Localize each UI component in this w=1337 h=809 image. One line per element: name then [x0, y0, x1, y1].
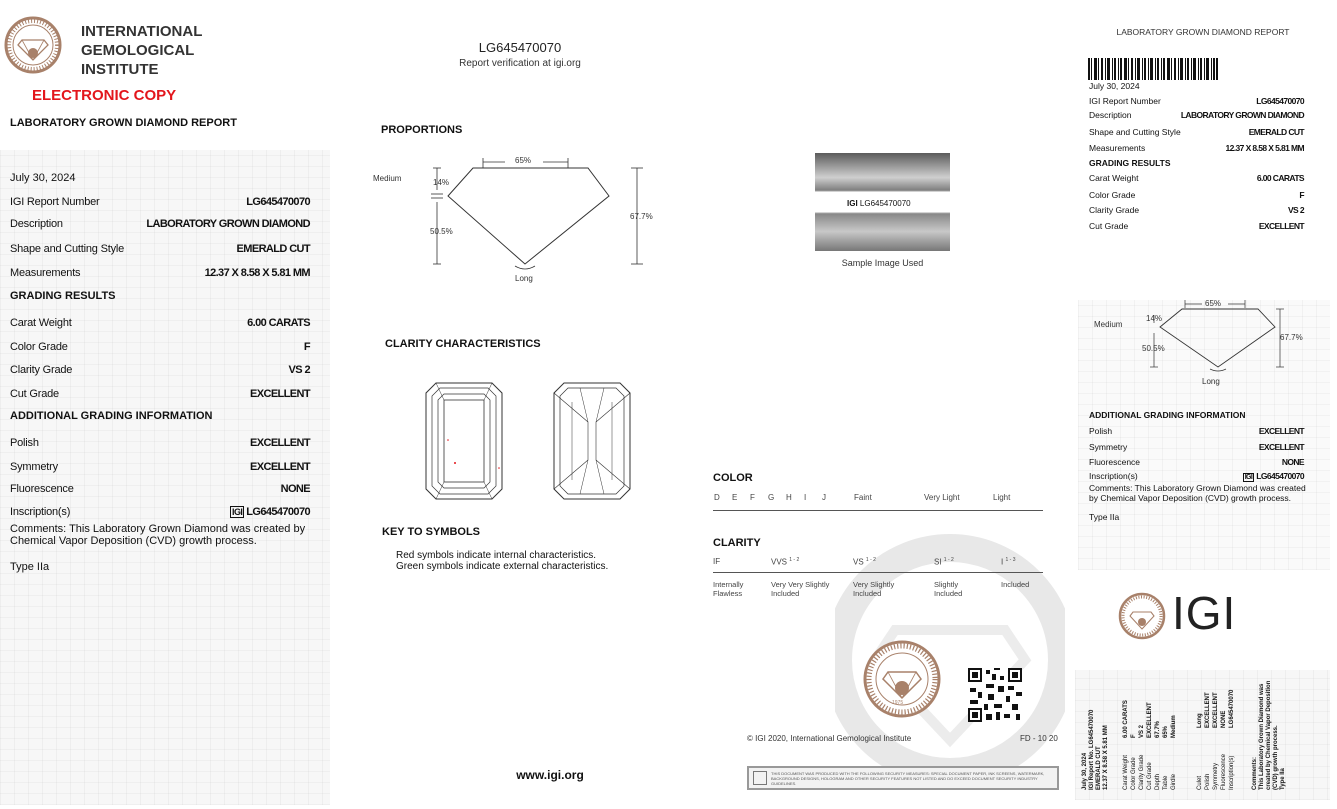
row-label: IGI Report Number — [10, 196, 100, 208]
row-value: F — [1299, 190, 1304, 200]
row-label: Inscription(s) — [1089, 471, 1138, 481]
right-grading-title: GRADING RESULTS — [1089, 158, 1171, 168]
depth-percent: 67.7% — [630, 212, 653, 221]
stub-col-4 — [1196, 754, 1236, 790]
color-grade: J — [822, 493, 826, 502]
row-value — [230, 506, 310, 518]
stub-line: July 30, 2024 — [1082, 752, 1088, 790]
stub-col-3 — [1122, 700, 1178, 738]
left-row-inscription — [10, 506, 310, 518]
right-culet-label: Long — [1202, 377, 1220, 386]
row-value: LG645470070 — [246, 196, 310, 208]
copyright-text: © IGI 2020, International Gemological Institute — [747, 734, 912, 743]
stub-line: Depth — [1155, 773, 1161, 790]
clarity-grade-si — [934, 557, 954, 567]
stub-line: Polish — [1205, 773, 1211, 790]
stub-line: Girdle — [1171, 773, 1177, 790]
stub-col-2 — [1122, 755, 1178, 790]
row-value: EXCELLENT — [1258, 442, 1304, 452]
row-value: NONE — [1281, 457, 1304, 467]
stub-line: This Laboratory Grown Diamond was created by Chemical Vapor Deposition (CVD) growth process. — [1259, 680, 1279, 790]
row-label: Carat Weight — [1089, 173, 1139, 183]
left-row-shape — [10, 243, 310, 255]
girdle-label: Medium — [373, 174, 402, 183]
grading-results-title: GRADING RESULTS — [10, 290, 116, 302]
stub-line: Cut Grade — [1147, 762, 1153, 790]
grade-sup: 1 - 2 — [943, 557, 954, 563]
left-row-polish — [10, 437, 310, 449]
left-row-fluorescence — [10, 483, 310, 495]
right-row-shape — [1089, 127, 1304, 137]
color-grade: D — [714, 493, 720, 502]
left-row-symmetry — [10, 461, 310, 473]
row-label: Measurements — [1089, 143, 1146, 153]
sample-inscription-text: LG645470070 — [859, 199, 911, 208]
key-green: Green symbols indicate external characteristics. — [396, 561, 609, 572]
culet-label: Long — [515, 274, 533, 283]
barcode-icon — [1088, 58, 1218, 80]
row-value: EMERALD CUT — [1248, 127, 1304, 137]
row-value: EXCELLENT — [250, 461, 310, 473]
igi-mark-icon: IGI — [1244, 474, 1253, 481]
stub-line: Type IIa — [1280, 768, 1286, 790]
stub-line: 65% — [1163, 725, 1169, 738]
key-red: Red symbols indicate internal characteristics. — [396, 550, 597, 561]
row-label: Clarity Grade — [10, 364, 73, 376]
color-light: Light — [993, 493, 1011, 502]
row-value: EXCELLENT — [1258, 426, 1304, 436]
right-report-title: LABORATORY GROWN DIAMOND REPORT — [1116, 27, 1290, 37]
color-grade: I — [804, 493, 807, 502]
right-row-polish — [1089, 426, 1304, 436]
row-value — [1243, 471, 1304, 481]
sample-inscription — [847, 199, 911, 208]
verification-text: Report verification at igi.org — [459, 58, 581, 69]
row-value: EXCELLENT — [250, 388, 310, 400]
row-label: Description — [10, 218, 63, 230]
sample-caption: Sample Image Used — [841, 258, 924, 268]
security-box — [747, 766, 1059, 790]
row-value: EXCELLENT — [250, 437, 310, 449]
grade-text: SI — [934, 557, 942, 567]
color-grade: F — [750, 493, 755, 502]
row-label: Cut Grade — [1089, 221, 1129, 231]
inscription-value: LG645470070 — [246, 506, 310, 518]
stub-line: Clarity Grade — [1139, 754, 1145, 790]
grade-sup: 1 - 2 — [865, 557, 876, 563]
org-line-2: GEMOLOGICAL — [81, 42, 195, 59]
row-label: Color Grade — [1089, 190, 1136, 200]
row-label: Polish — [10, 437, 39, 449]
row-value: VS 2 — [288, 364, 310, 376]
clarity-grade-if — [713, 557, 720, 566]
key-to-symbols-title: KEY TO SYMBOLS — [382, 526, 481, 538]
stub-line: Table — [1163, 775, 1169, 790]
form-code: FD - 10 20 — [1020, 734, 1058, 743]
right-depth-percent: 67.7% — [1280, 333, 1303, 342]
stub-line: Symmetry — [1213, 763, 1219, 790]
clarity-plot-crown — [424, 382, 504, 500]
stub-line: Carat Weight — [1123, 755, 1129, 790]
grade-text: VS — [853, 557, 864, 567]
grade-text: IF — [713, 557, 721, 566]
comments-text: Comments: This Laboratory Grown Diamond was created by Chemical Vapor Deposition (CVD) growth process. — [10, 523, 306, 547]
right-row-cut — [1089, 221, 1304, 231]
grade-sup: 1 - 3 — [1005, 557, 1016, 563]
row-value: LABORATORY GROWN DIAMOND — [1180, 110, 1304, 120]
report-date: July 30, 2024 — [10, 172, 76, 184]
row-label: Shape and Cutting Style — [10, 243, 125, 255]
grade-sup: 1 - 2 — [789, 557, 800, 563]
stub-line: EXCELLENT — [1147, 702, 1153, 738]
right-row-color — [1089, 190, 1304, 200]
right-row-inscription — [1089, 471, 1304, 481]
row-label: Symmetry — [1089, 442, 1128, 452]
color-very-light: Very Light — [924, 493, 960, 502]
org-line-3: INSTITUTE — [81, 61, 159, 78]
clarity-grade-vs — [853, 557, 876, 567]
left-row-color — [10, 341, 310, 353]
row-label: Polish — [1089, 426, 1113, 436]
right-igi-seal-icon — [1118, 592, 1166, 640]
right-girdle-label: Medium — [1094, 320, 1123, 329]
stub-col-1 — [1082, 710, 1110, 790]
website-link[interactable]: www.igi.org — [516, 768, 584, 782]
right-comments-text: Comments: This Laboratory Grown Diamond was created by Chemical Vapor Deposition (CVD) growth process. — [1089, 483, 1306, 503]
right-row-fluorescence — [1089, 457, 1304, 467]
stub-line: EMERALD CUT — [1096, 746, 1102, 790]
row-label: Clarity Grade — [1089, 205, 1140, 215]
stub-line: 6.00 CARATS — [1123, 700, 1129, 738]
color-grade: E — [732, 493, 738, 502]
lock-icon — [753, 771, 767, 785]
stub-line: Culet — [1197, 775, 1203, 790]
row-value: 12.37 X 8.58 X 5.81 MM — [204, 267, 310, 279]
stub-line: Medium — [1171, 715, 1177, 738]
row-label: Symmetry — [10, 461, 58, 473]
clarity-plot-pavilion — [552, 382, 632, 500]
clarity-characteristics-title: CLARITY CHARACTERISTICS — [385, 338, 541, 350]
row-value: EXCELLENT — [1258, 221, 1304, 231]
row-label: Measurements — [10, 267, 81, 279]
row-value: 6.00 CARATS — [247, 317, 310, 329]
row-value: F — [303, 341, 310, 353]
row-value: 12.37 X 8.58 X 5.81 MM — [1225, 143, 1304, 153]
clarity-desc-vs: Very Slightly Included — [853, 580, 895, 598]
igi-logo-seal-icon — [4, 16, 62, 74]
stub-line: EXCELLENT — [1213, 692, 1219, 728]
left-row-cut — [10, 388, 310, 400]
row-label: Fluorescence — [1089, 457, 1141, 467]
right-row-measurements — [1089, 143, 1304, 153]
row-label: Color Grade — [10, 341, 68, 353]
left-row-measurements — [10, 267, 310, 279]
right-row-carat — [1089, 173, 1304, 183]
igi-mark-icon: IGI — [232, 507, 243, 517]
stub-line: LG645470070 — [1229, 689, 1235, 728]
color-grades — [714, 493, 840, 502]
row-value: LG645470070 — [1256, 96, 1304, 106]
right-additional-title: ADDITIONAL GRADING INFORMATION — [1089, 410, 1246, 420]
row-label: Inscription(s) — [10, 506, 71, 518]
row-label: IGI Report Number — [1089, 96, 1161, 106]
row-value: NONE — [280, 483, 310, 495]
color-scale-title: COLOR — [713, 472, 753, 484]
electronic-copy-label: ELECTRONIC COPY — [32, 87, 177, 104]
left-row-description — [10, 218, 310, 230]
row-label: Fluorescence — [10, 483, 74, 495]
security-text: THIS DOCUMENT WAS PRODUCED WITH THE FOLLOWING SECURITY MEASURES: SPECIAL DOCUMENT PAPER, INK SCREENS, WATERMARK, BACKGROUND DESIGNS, HOLOGRAM AND OTHER SECURITY FEATURES NOT LISTED AND DO EXCEED DOCUMENT SECURITY INDUSTRY GUIDELINES. — [771, 770, 1045, 786]
stub-line: IGI Report No. LG645470070 — [1089, 709, 1095, 790]
right-row-description — [1089, 110, 1304, 120]
stub-line: Comments: — [1252, 756, 1258, 790]
stub-col-5 — [1196, 690, 1236, 728]
row-value: 6.00 CARATS — [1256, 173, 1304, 183]
crown-percent: 14% — [433, 178, 450, 187]
stub-line: Long — [1197, 713, 1203, 728]
table-percent: 65% — [515, 156, 532, 165]
clarity-grade-i — [1001, 557, 1015, 567]
right-crown-percent: 14% — [1146, 314, 1163, 323]
row-label: Shape and Cutting Style — [1089, 127, 1181, 137]
stub-line: 67.7% — [1155, 720, 1161, 738]
clarity-desc-if: Internally Flawless — [713, 580, 744, 598]
proportions-diagram — [365, 150, 665, 290]
stub-line: Inscription(s) — [1229, 755, 1235, 790]
clarity-desc-vvs: Very Very Slightly Included — [771, 580, 830, 598]
left-row-clarity — [10, 364, 310, 376]
pavilion-percent: 50.5% — [430, 227, 453, 236]
proportions-title: PROPORTIONS — [381, 124, 463, 136]
grade-text: I — [1001, 557, 1004, 567]
inscription-value: LG645470070 — [1256, 471, 1304, 481]
stub-line: 12.37 X 8.58 X 5.81 MM — [1103, 725, 1109, 790]
stub-col-6 — [1252, 680, 1287, 790]
stub-line: EXCELLENT — [1205, 692, 1211, 728]
report-type-title: LABORATORY GROWN DIAMOND REPORT — [10, 117, 237, 129]
right-date: July 30, 2024 — [1089, 81, 1140, 91]
additional-grading-title: ADDITIONAL GRADING INFORMATION — [10, 410, 213, 422]
seal-year: 1975 — [892, 700, 904, 706]
stub-line: Fluorescence — [1221, 753, 1227, 790]
qr-code-icon — [968, 668, 1022, 722]
clarity-desc-i: Included — [1001, 580, 1030, 589]
row-label: Description — [1089, 110, 1132, 120]
color-scale-line — [713, 510, 1043, 511]
report-number-header: LG645470070 — [478, 40, 562, 55]
color-grade: H — [786, 493, 792, 502]
row-value: VS 2 — [1287, 205, 1304, 215]
org-name — [81, 22, 202, 79]
sample-image — [815, 153, 950, 251]
right-type-text: Type IIa — [1089, 512, 1120, 522]
stub-line: VS 2 — [1139, 724, 1145, 738]
igi-seal-icon — [863, 640, 941, 718]
right-table-percent: 65% — [1205, 299, 1222, 308]
right-igi-logo-text: IGI — [1172, 587, 1237, 639]
color-grade: G — [768, 493, 775, 502]
right-row-report-number — [1089, 96, 1304, 106]
type-text: Type IIa — [10, 561, 50, 573]
stub-line: Color Grade — [1131, 757, 1137, 790]
stub-line: NONE — [1221, 710, 1227, 728]
clarity-scale-line — [713, 572, 1043, 573]
grade-text: VVS — [771, 557, 788, 567]
stub-line: F — [1131, 734, 1137, 738]
igi-mark-icon: IGI — [847, 199, 860, 208]
color-faint: Faint — [854, 493, 872, 502]
right-row-symmetry — [1089, 442, 1304, 452]
org-line-1: INTERNATIONAL — [81, 23, 203, 40]
row-value: EMERALD CUT — [236, 243, 310, 255]
left-row-report-number — [10, 196, 310, 208]
row-label: Cut Grade — [10, 388, 59, 400]
clarity-grade-vvs — [771, 557, 799, 567]
right-row-clarity — [1089, 205, 1304, 215]
row-value: LABORATORY GROWN DIAMOND — [146, 218, 310, 230]
row-label: Carat Weight — [10, 317, 72, 329]
clarity-desc-si: Slightly Included — [934, 580, 963, 598]
left-row-carat — [10, 317, 310, 329]
right-pavilion-percent: 50.5% — [1142, 344, 1165, 353]
clarity-scale-title: CLARITY — [713, 537, 761, 549]
